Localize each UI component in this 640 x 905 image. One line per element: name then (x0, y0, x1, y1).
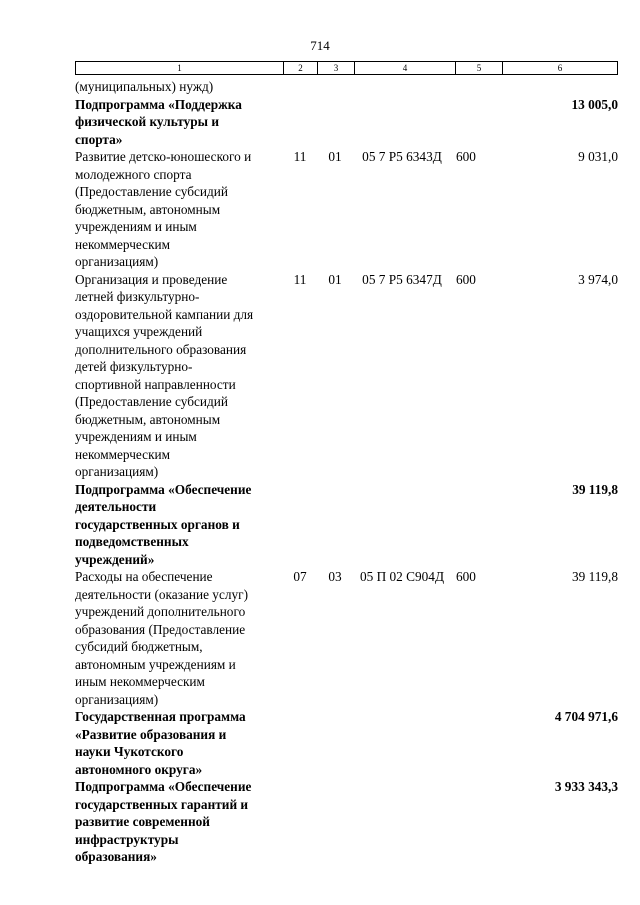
page-number: 714 (310, 38, 330, 53)
row-section (280, 778, 320, 866)
row-section (280, 96, 320, 149)
row-section: 11 (293, 149, 307, 164)
row-description: Подпрограмма «Поддержка физической культуры и спорта» (75, 96, 242, 147)
row-target-code (350, 96, 454, 149)
table-body (75, 78, 618, 866)
row-amount: 3 974,0 (578, 271, 618, 287)
header-col-2: 2 (284, 62, 318, 74)
row-subsection (320, 481, 350, 569)
row-amount: 3 933 343,3 (554, 779, 618, 794)
row-description: Подпрограмма «Обеспечение деятельности государственных органов и подведомственных учреждений» (75, 481, 252, 567)
row-amount: 39 119,8 (572, 481, 618, 497)
header-col-6: 6 (557, 63, 563, 73)
row-subsection (320, 96, 350, 149)
row-description: Расходы на обеспечение деятельности (оказание услуг) учреждений дополнительного образования (Предоставление субсидий бюджетным, автономным учреждениям и иным некоммерческим организациям) (75, 569, 249, 707)
row-target-code (350, 708, 454, 778)
row-subsection (320, 708, 350, 778)
table-row (75, 778, 618, 866)
table-row (75, 96, 618, 149)
row-description: Подпрограмма «Обеспечение государственных гарантий и развитие современной инфраструктуры образования» (75, 779, 252, 864)
row-amount: 9 031,0 (578, 149, 618, 164)
row-subsection: 03 (328, 569, 342, 584)
row-subsection (320, 778, 350, 866)
row-description: Развитие детско-юношеского и молодежного спорта (Предоставление субсидий бюджетным, автономным учреждениям и иным некоммерческим организациям) (75, 149, 252, 269)
row-target-code: 05 7 Р5 6347Д (362, 271, 442, 287)
header-col-1: 1 (76, 62, 284, 74)
row-amount: 13 005,0 (571, 96, 618, 112)
row-expense-type (454, 78, 496, 96)
row-expense-type (454, 778, 496, 866)
row-amount: 4 704 971,6 (554, 709, 618, 724)
row-section (280, 708, 320, 778)
row-expense-type (454, 481, 496, 569)
row-expense-type (454, 708, 496, 778)
table-row (75, 271, 618, 481)
row-amount (496, 78, 618, 96)
row-subsection (320, 78, 350, 96)
row-section (280, 78, 320, 96)
table-row (75, 708, 618, 778)
table-row (75, 78, 618, 96)
header-col-5: 5 (456, 62, 503, 74)
header-col-3: 3 (318, 62, 355, 74)
row-subsection: 01 (328, 271, 342, 287)
table-row (75, 148, 618, 271)
row-section: 07 (293, 569, 307, 584)
table-row (75, 481, 618, 569)
row-expense-type: 600 (456, 569, 476, 584)
row-subsection: 01 (328, 149, 342, 164)
table-header (75, 61, 618, 75)
row-description: (муниципальных) нужд) (75, 79, 214, 94)
row-expense-type: 600 (456, 149, 476, 164)
table-row (75, 568, 618, 708)
row-expense-type: 600 (456, 271, 476, 287)
row-section: 11 (293, 271, 307, 287)
row-expense-type (454, 96, 496, 149)
row-target-code: 05 7 Р5 6343Д (362, 149, 442, 164)
row-description: Организация и проведение летней физкультурно- оздоровительной кампании для учащихся учреждений дополнительного образования детей физкультурно- спортивной направленности (Предоставление субсидий бюджетным, автономным учреждениям и иным некоммерческим организациям) (75, 271, 254, 479)
row-section (280, 481, 320, 569)
row-target-code (350, 481, 454, 569)
row-target-code (350, 78, 454, 96)
row-target-code (350, 778, 454, 866)
row-target-code: 05 П 02 С904Д (359, 569, 445, 584)
header-col-4: 4 (355, 62, 456, 74)
row-description: Государственная программа «Развитие образования и науки Чукотского автономного округа» (75, 709, 246, 777)
row-amount: 39 119,8 (571, 569, 618, 584)
